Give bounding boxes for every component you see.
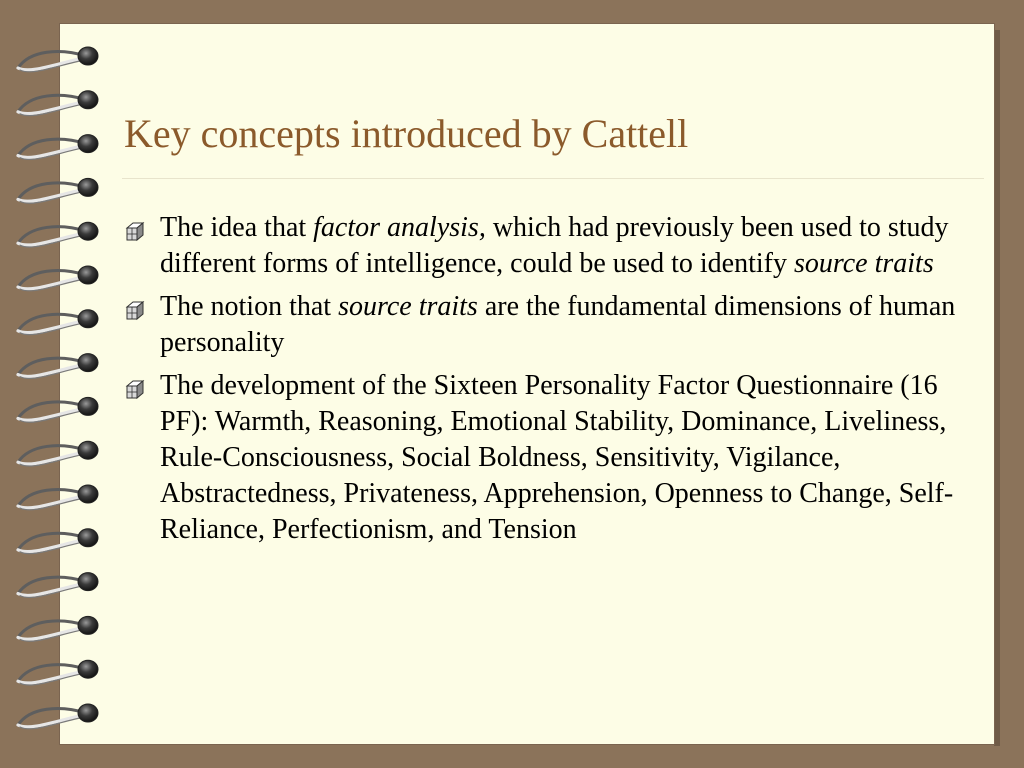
cube-bullet-icon bbox=[124, 299, 146, 321]
emphasized-text: source traits bbox=[338, 291, 478, 322]
bullet-text bbox=[160, 291, 955, 358]
emphasized-text: factor analysis, bbox=[313, 212, 486, 243]
text-run: The idea that bbox=[160, 212, 314, 243]
emphasized-text: source traits bbox=[793, 248, 934, 279]
bullet-text bbox=[160, 370, 953, 545]
text-run: The notion that bbox=[160, 291, 339, 322]
cube-bullet-icon bbox=[124, 220, 146, 242]
slide-title: Key concepts introduced by Cattell bbox=[124, 111, 689, 156]
bullet-item bbox=[122, 210, 978, 282]
bullet-text bbox=[160, 212, 949, 279]
title-divider bbox=[122, 178, 984, 179]
bullet-list bbox=[122, 210, 978, 555]
bullet-item bbox=[122, 368, 978, 548]
cube-bullet-icon bbox=[124, 378, 146, 400]
text-run: The development of the Sixteen Personality Factor Questionnaire (16 PF): Warmth, Reasoning, Emotional Stability, Dominance, Liveliness, Rule-Consciousness, Social Boldness, Sensitivity, Vigilance, Abstractedness, Privateness, Apprehension, Openness to Change, Self-Reliance, Perfectionism, and Tension bbox=[160, 370, 954, 545]
page-shadow bbox=[994, 30, 1000, 746]
text-run: which had previously been used to study different forms of intelligence, could be used to identify bbox=[160, 212, 949, 279]
bullet-item bbox=[122, 289, 978, 361]
text-run: are the fundamental dimensions of human personality bbox=[160, 291, 956, 358]
